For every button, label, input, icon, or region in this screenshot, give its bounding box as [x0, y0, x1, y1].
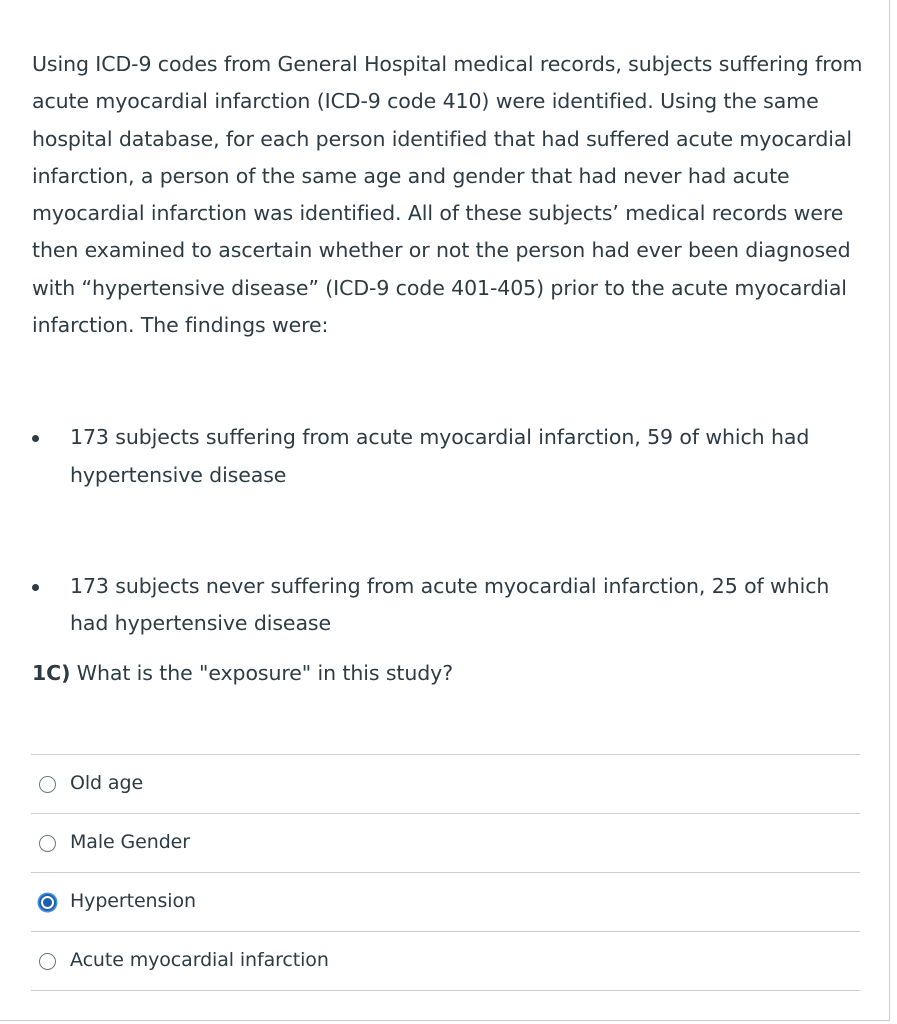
findings-list	[32, 419, 864, 642]
answer-option-hypertension[interactable]	[31, 873, 860, 932]
radio-unchecked-icon[interactable]	[39, 835, 56, 852]
question-prompt-text: What is the "exposure" in this study?	[70, 660, 453, 685]
answer-option-male-gender[interactable]	[31, 814, 860, 873]
question-text: Using ICD-9 codes from General Hospital medical records, subjects suffering from acute myocardial infarction (ICD-9 code 410) were identified. Using the same hospital database, for each person identified that had suffered acute myocardial infarction, a person of the same age and gender that had never had acute myocardial infarction was identified. All of these subjects’ medical records were then examined to ascertain whether or not the person had ever been diagnosed with “hypertensive disease” (ICD-9 code 401-405) prior to the acute myocardial infarction. The findings were:	[32, 52, 863, 338]
bullet-icon	[32, 584, 39, 591]
question-body	[32, 46, 864, 692]
radio-unchecked-icon[interactable]	[39, 953, 56, 970]
finding-text: 173 subjects never suffering from acute myocardial infarction, 25 of which had hypertensive disease	[70, 573, 830, 636]
answer-label: Male Gender	[70, 831, 190, 853]
answer-label: Acute myocardial infarction	[70, 949, 329, 971]
finding-item	[32, 419, 864, 494]
answer-option-acute-myocardial-infarction[interactable]	[31, 932, 860, 991]
finding-text: 173 subjects suffering from acute myocardial infarction, 59 of which had hypertensive disease	[70, 425, 810, 487]
answer-label: Hypertension	[70, 890, 196, 912]
answer-list	[31, 754, 860, 991]
radio-checked-icon[interactable]	[39, 894, 56, 911]
answer-label: Old age	[70, 772, 144, 794]
radio-unchecked-icon[interactable]	[39, 776, 56, 793]
bullet-icon	[32, 435, 39, 442]
question-number: 1C)	[32, 660, 71, 685]
finding-item	[32, 568, 864, 643]
question-prompt	[32, 655, 864, 692]
answer-option-old-age[interactable]	[31, 755, 860, 814]
